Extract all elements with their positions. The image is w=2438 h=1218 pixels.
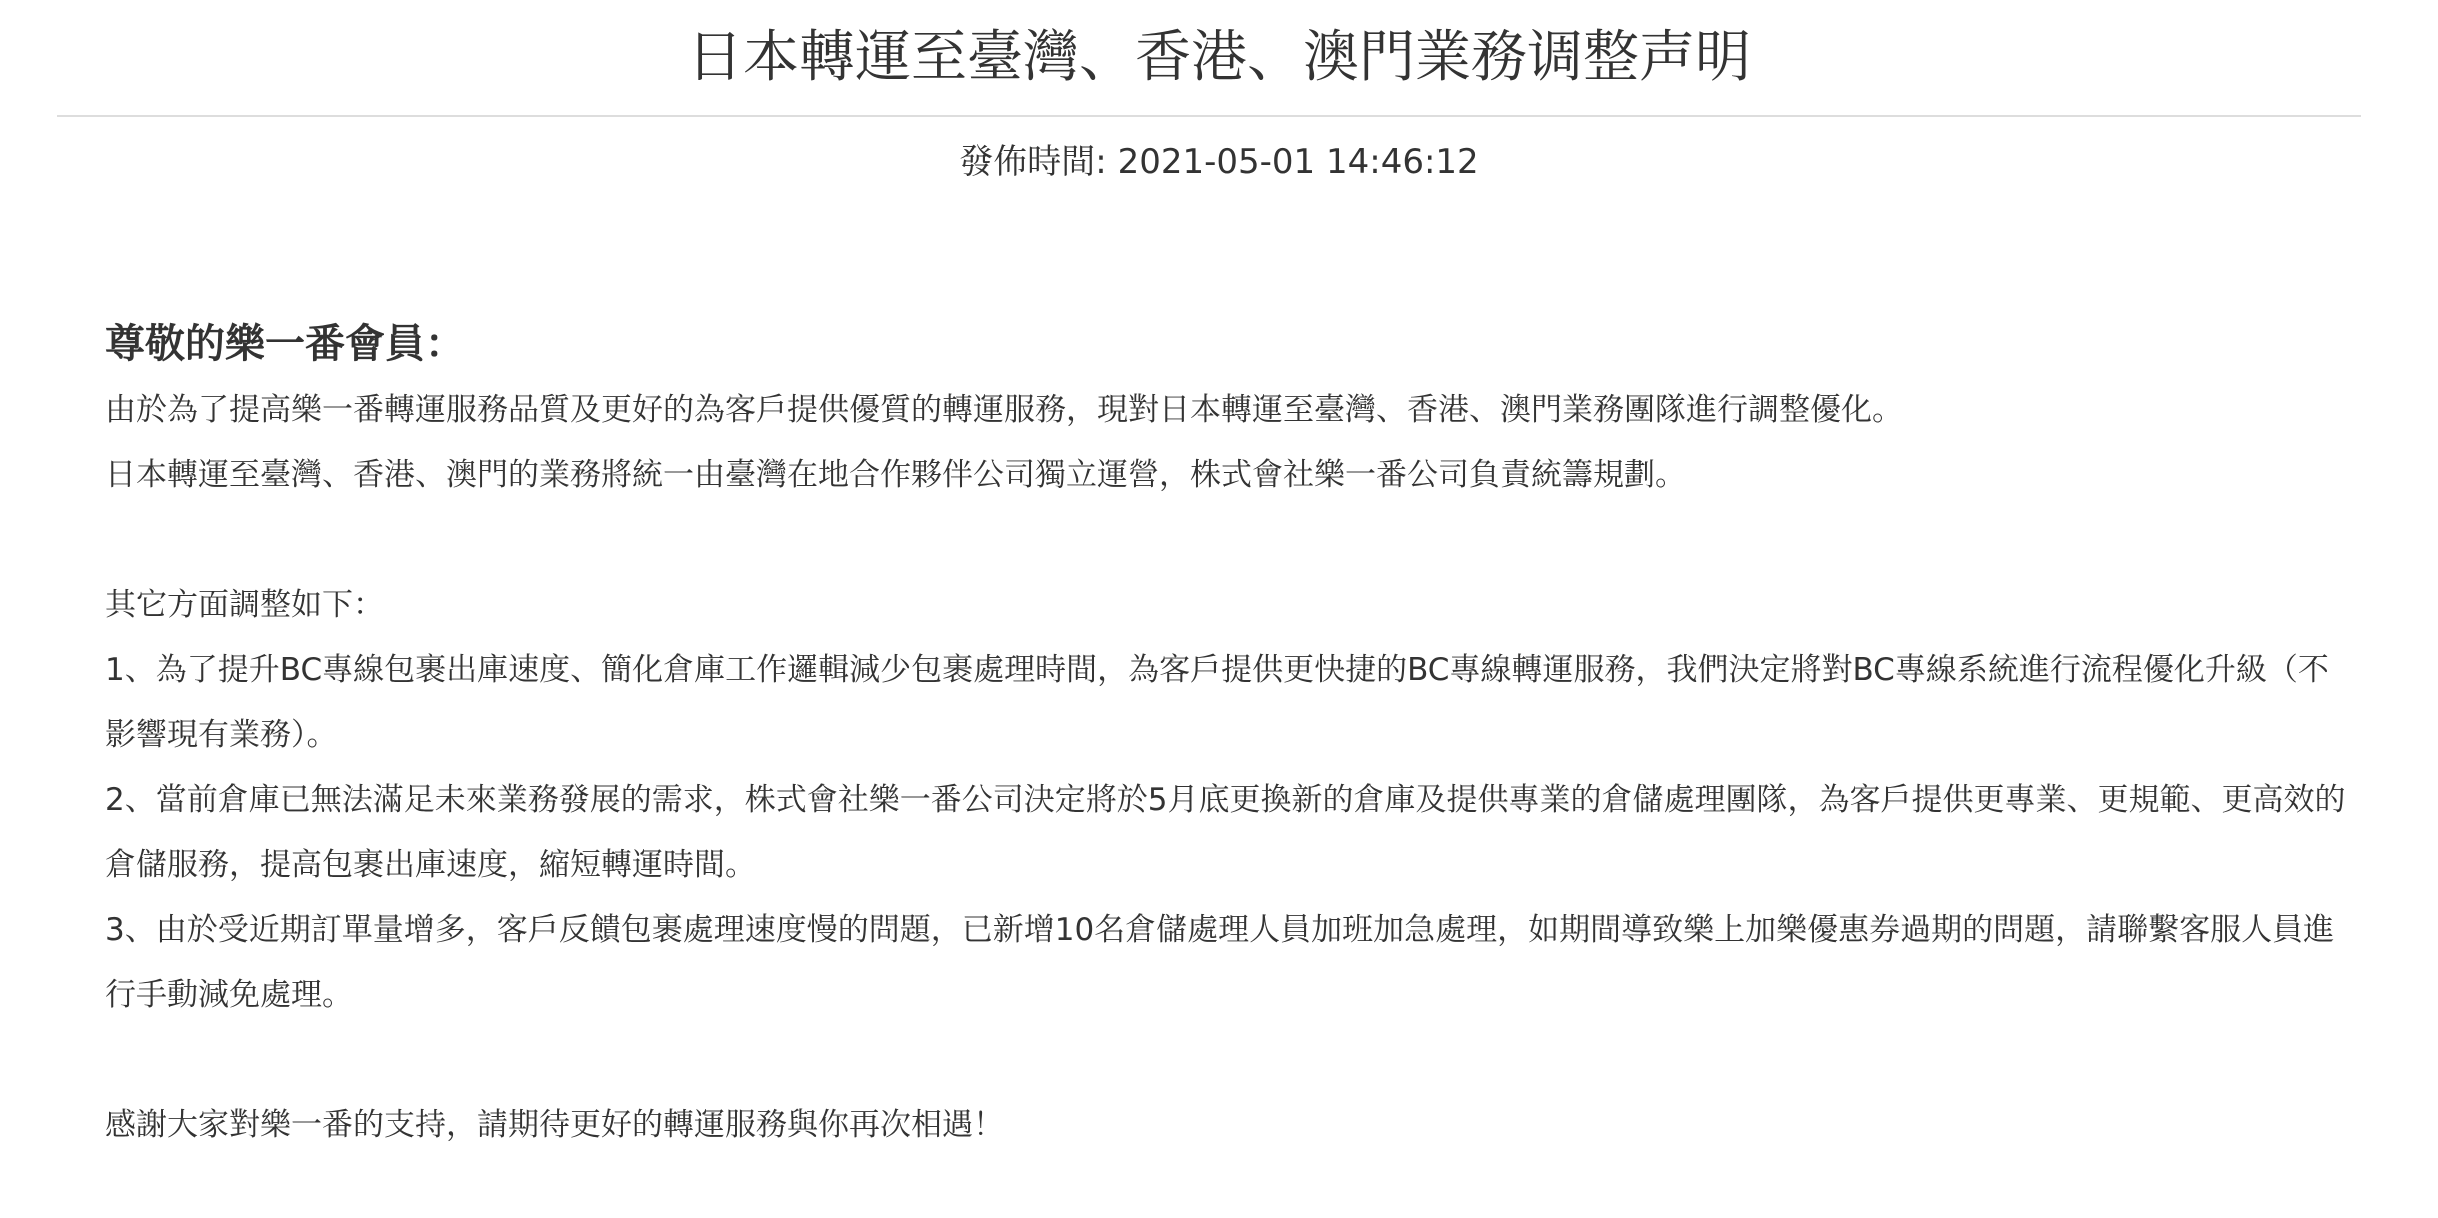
publish-info (0, 140, 2438, 184)
greeting: 尊敬的樂一番會員： (105, 321, 465, 367)
publish-label: 發佈時間: (959, 142, 1107, 182)
publish-time: 2021-05-01 14:46:12 (1117, 142, 1479, 182)
closing-paragraph: 感謝大家對樂一番的支持，請期待更好的轉運服務與你再次相遇！ (105, 1107, 1004, 1143)
spacer (105, 1028, 2355, 1093)
intro-paragraph-1: 由於為了提高樂一番轉運服務品質及更好的為客戶提供優質的轉運服務，現對日本轉運至臺灣、香港、澳門業務團隊進行調整優化。 (105, 392, 1903, 428)
adjust-item-2: 2、當前倉庫已無法滿足未來業務發展的需求，株式會社樂一番公司決定將於5月底更換新的倉庫及提供專業的倉儲處理團隊，為客戶提供更專業、更規範、更高效的倉儲服務，提高包裹出庫速度，縮短轉運時間。 (105, 782, 2346, 883)
article-body (105, 310, 2355, 1158)
adjust-heading: 其它方面調整如下： (105, 587, 384, 623)
intro-paragraph-2: 日本轉運至臺灣、香港、澳門的業務將統一由臺灣在地合作夥伴公司獨立運營，株式會社樂一番公司負責統籌規劃。 (105, 457, 1686, 493)
spacer (105, 508, 2355, 573)
title-divider (57, 115, 2361, 117)
page-title: 日本轉運至臺灣、香港、澳門業務调整声明 (687, 25, 1751, 90)
adjust-item-1: 1、為了提升BC專線包裹出庫速度、簡化倉庫工作邏輯減少包裹處理時間，為客戶提供更快捷的BC專線轉運服務，我們決定將對BC專線系統進行流程優化升級（不影響現有業務）。 (105, 652, 2329, 753)
adjust-item-3: 3、由於受近期訂單量增多，客戶反饋包裹處理速度慢的問題，已新增10名倉儲處理人員加班加急處理，如期間導致樂上加樂優惠券過期的問題，請聯繫客服人員進行手動減免處理。 (105, 912, 2335, 1013)
